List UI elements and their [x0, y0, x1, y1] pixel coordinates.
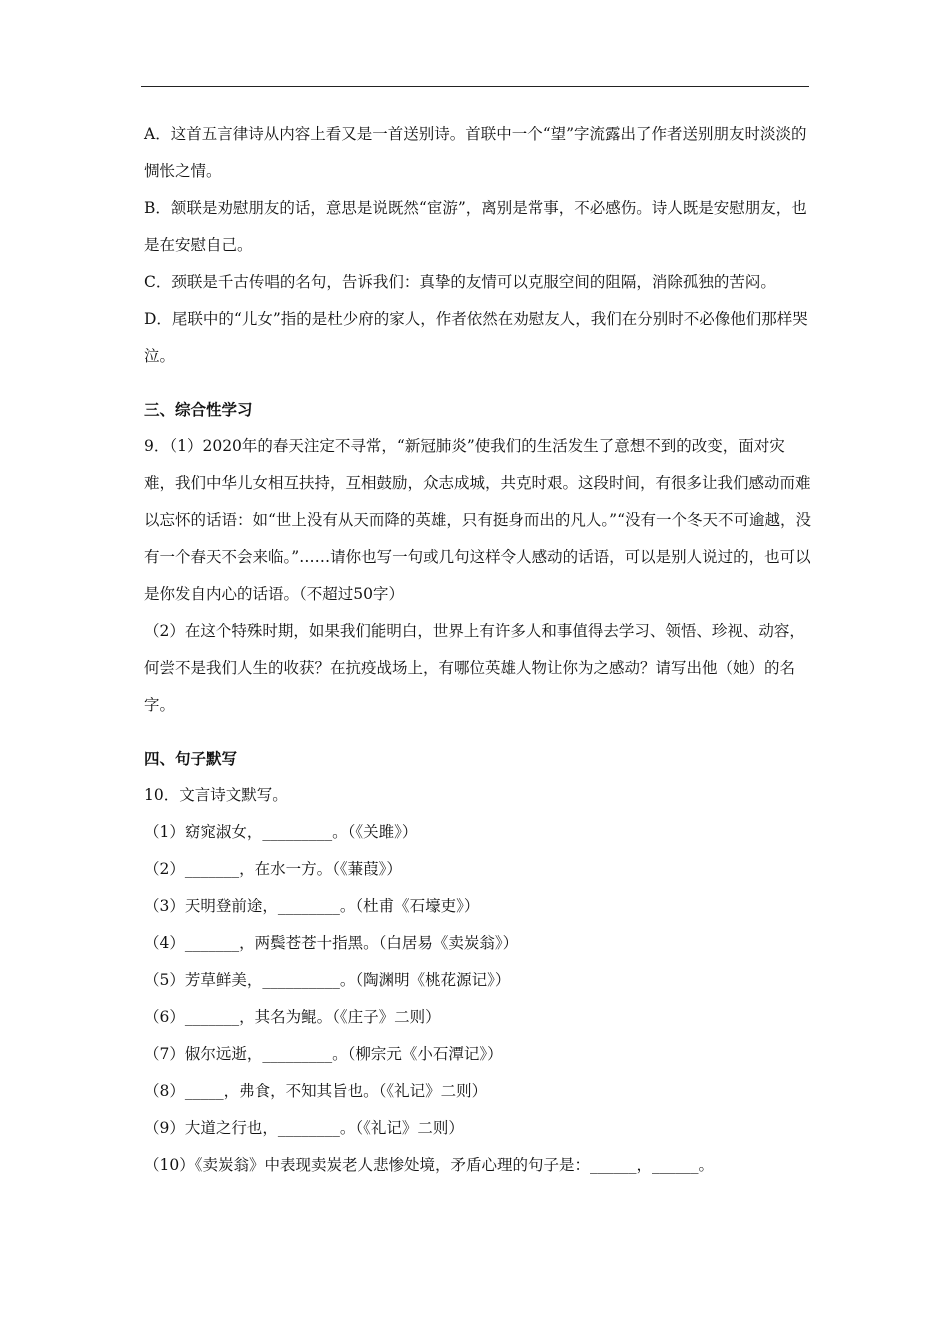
dictation-item-7: （7）俶尔远逝，_________。（柳宗元《小石潭记》） [144, 1045, 503, 1063]
dictation-item-6: （6）_______，其名为鲲。（《庄子》二则） [144, 1008, 441, 1026]
page-content [144, 116, 812, 1184]
spacer [144, 724, 812, 740]
dictation-item-10: （10）《卖炭翁》中表现卖炭老人悲惨处境，矛盾心理的句子是：______，______。 [144, 1156, 714, 1174]
question-10-intro: 10．文言诗文默写。 [144, 786, 288, 804]
dictation-item-1: （1）窈窕淑女，_________。（《关雎》） [144, 823, 418, 841]
option-b: B．颔联是劝慰朋友的话，意思是说既然“宦游”，离别是常事，不必感伤。诗人既是安慰朋友，也是在安慰自己。 [144, 199, 807, 254]
option-c: C．颈联是千古传唱的名句，告诉我们：真挚的友情可以克服空间的阻隔，消除孤独的苦闷。 [144, 273, 776, 291]
dictation-item-3: （3）天明登前途，________。（杜甫《石壕吏》） [144, 897, 480, 915]
dictation-item-4: （4）_______，两鬓苍苍十指黑。（白居易《卖炭翁》） [144, 934, 519, 952]
option-a: A．这首五言律诗从内容上看又是一首送别诗。首联中一个“望”字流露出了作者送别朋友时淡淡的惆怅之情。 [144, 125, 807, 180]
question-9-part-2: （2）在这个特殊时期，如果我们能明白，世界上有许多人和事值得去学习、领悟、珍视、动容，何尝不是我们人生的收获？在抗疫战场上，有哪位英雄人物让你为之感动？请写出他（她）的名字。 [144, 622, 805, 714]
dictation-item-5: （5）芳草鲜美，__________。（陶渊明《桃花源记》） [144, 971, 511, 989]
dictation-item-8: （8）_____，弗食，不知其旨也。（《礼记》二则） [144, 1082, 488, 1100]
dictation-item-9: （9）大道之行也，________。（《礼记》二则） [144, 1119, 464, 1137]
spacer [144, 375, 812, 391]
header-rule [141, 86, 809, 87]
question-9-part-1: 9．（1）2020年的春天注定不寻常，“新冠肺炎”使我们的生活发生了意想不到的改变，面对灾难，我们中华儿女相互扶持，互相鼓励，众志成城，共克时艰。这段时间，有很多让我们感动而难以忘怀的话语：如“世上没有从天而降的英雄，只有挺身而出的凡人。”“没有一个冬天不可逾越，没有一个春天不会来临。”……请你也写一句或几句这样令人感动的话语，可以是别人说过的，也可以是你发自内心的话语。（不超过50字） [144, 437, 812, 603]
section-title-dictation: 四、句子默写 [144, 749, 238, 768]
option-d: D．尾联中的“儿女”指的是杜少府的家人，作者依然在劝慰友人，我们在分别时不必像他们那样哭泣。 [144, 310, 808, 365]
section-title-comprehensive: 三、综合性学习 [144, 400, 253, 419]
dictation-item-2: （2）_______，在水一方。（《蒹葭》） [144, 860, 402, 878]
